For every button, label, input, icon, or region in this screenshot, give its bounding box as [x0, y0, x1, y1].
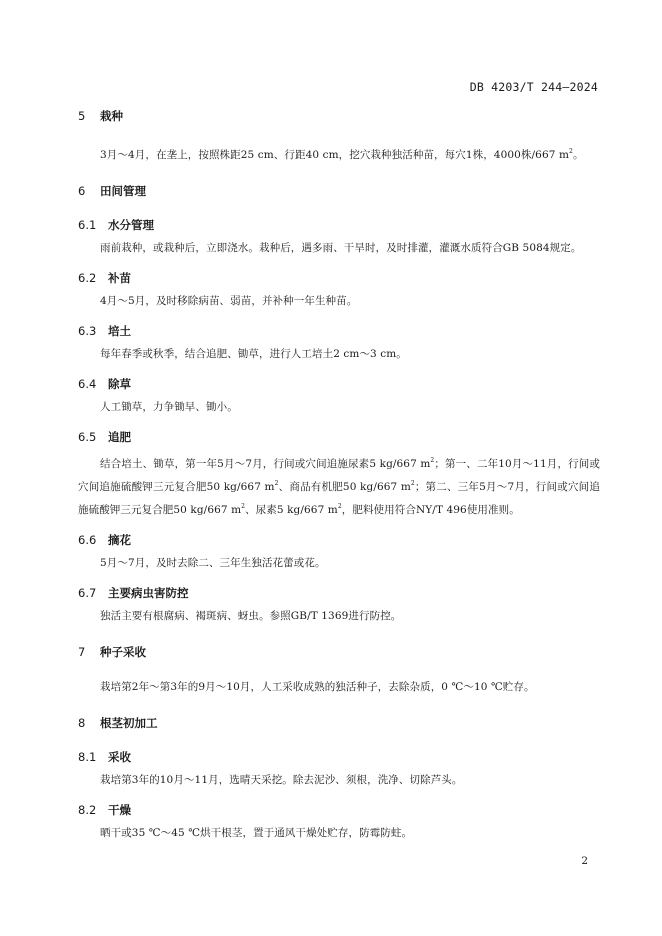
section-8-heading: 8 根茎初加工 [78, 716, 158, 730]
section-7-heading: 7 种子采收 [78, 645, 146, 659]
section-6-heading: 6 田间管理 [78, 184, 146, 198]
section-6-7-paragraph: 独活主要有根腐病、褐斑病、蚜虫。参照GB/T 1369进行防控。 [100, 610, 402, 622]
section-7-paragraph: 栽培第2年～第3年的9月～10月，人工采收成熟的独活种子，去除杂质，0 ℃～10 ℃贮存。 [100, 681, 535, 693]
doc-code: DB 4203/T 244—2024 [469, 80, 598, 94]
section-6-4-heading: 6.4 除草 [78, 377, 131, 391]
section-6-3-paragraph: 每年春季或秋季，结合追肥、锄草，进行人工培土2 cm～3 cm。 [100, 348, 407, 360]
section-6-5-paragraph: 结合培土、锄草，第一年5月～7月，行间或穴间追施尿素5 kg/667 $m^2$；第一、二年10月～11月，行间或穴间追施硫酸钾三元复合肥50 kg/667 $m^2$、商品有机肥50 kg/667 $m^2$；第二、三年5月～7月，行间或穴间追施硫酸钾三元复合肥50 kg/667 $m^2$、尿素5 kg/667 $m^2$，肥料使用符合NY/T 496使用准则。 [78, 457, 601, 516]
section-6-6-heading: 6.6 摘花 [78, 533, 131, 547]
section-6-1-paragraph: 雨前栽种，或栽种后，立即浇水。栽种后，遇多雨、干旱时，及时排灌，灌溉水质符合GB 5084规定。 [100, 242, 582, 254]
section-8-2-paragraph: 晒干或35 ℃～45 ℃烘干根茎，置于通风干燥处贮存，防霉防蛀。 [100, 827, 413, 839]
section-6-7-heading: 6.7 主要病虫害防控 [78, 586, 189, 600]
section-6-1-heading: 6.1 水分管理 [78, 218, 154, 232]
section-5-heading: 5 栽种 [78, 109, 123, 123]
section-6-2-heading: 6.2 补苗 [78, 271, 131, 285]
section-6-5-heading: 6.5 追肥 [78, 430, 131, 444]
page-number: 2 [581, 855, 588, 867]
section-6-3-heading: 6.3 培土 [78, 324, 131, 338]
section-5-paragraph: 3月～4月，在垄上，按照株距25 cm、行距40 cm，挖穴栽种独活种苗，每穴1株，4000株/667 $m^2$。 [100, 148, 584, 161]
document-body [78, 108, 600, 843]
section-6-6-paragraph: 5月～7月，及时去除二、三年生独活花蕾或花。 [100, 557, 326, 569]
section-6-4-paragraph: 人工锄草，力争锄早、锄小。 [100, 401, 238, 413]
section-8-1-paragraph: 栽培第3年的10月～11月，选晴天采挖。除去泥沙、须根，洗净、切除芦头。 [100, 774, 463, 786]
section-8-2-heading: 8.2 干燥 [78, 803, 131, 817]
section-8-1-heading: 8.1 采收 [78, 750, 131, 764]
section-6-2-paragraph: 4月～5月，及时移除病苗、弱苗，并补种一年生种苗。 [100, 295, 358, 307]
